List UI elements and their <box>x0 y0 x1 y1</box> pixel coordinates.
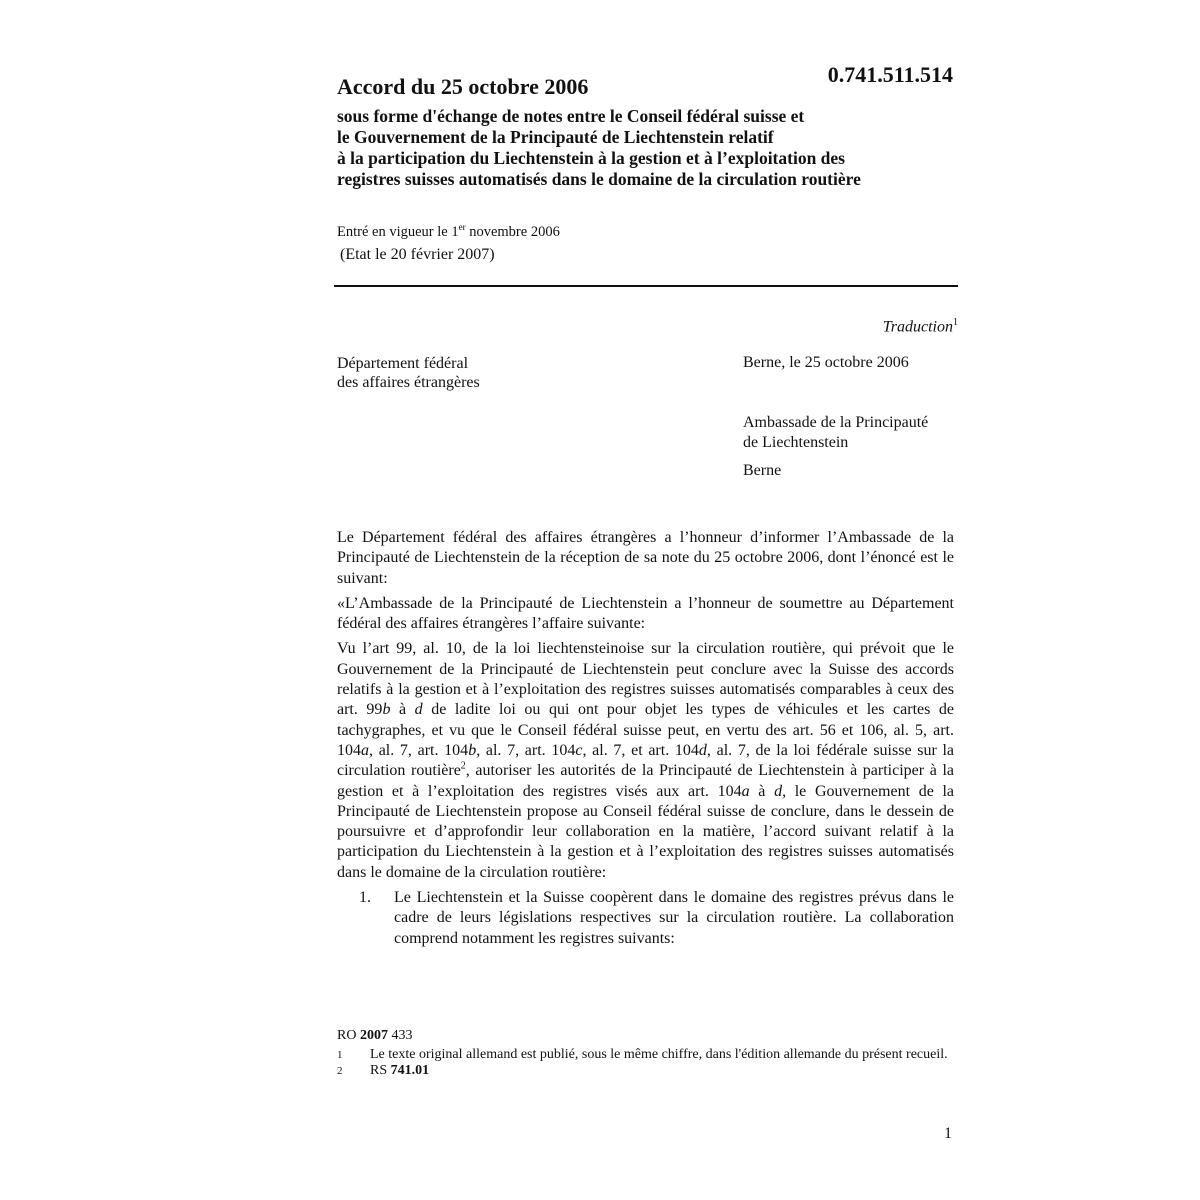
body-paragraph: Le Département fédéral des affaires étrangères a l’honneur d’informer l’Ambassade de la Principauté de Liechtenstein de la réception de sa note du 25 octobre 2006, dont l’énoncé est le suivant: <box>337 529 954 587</box>
footnote-text: Le texte original allemand est publié, sous le même chiffre, dans l'édition allemande du présent recueil. <box>370 1047 948 1062</box>
recipient-city: Berne <box>743 462 782 479</box>
entry-suffix: novembre 2006 <box>465 223 560 240</box>
text-run: à <box>390 701 415 719</box>
text-run: Vu l’art 99, al. 10, de la loi liechtensteinoise sur la circulation routière, qui prévoit que le Gouvernement de la Principauté de Liechtenstein peut conclure avec la Suisse des accords relatifs à la gestion et à l’exploitation des registres suisses automatisés comparables à ceux des art. 99 <box>337 640 954 719</box>
footnote-ref[interactable]: 1 <box>953 317 958 328</box>
italic-run: d <box>414 701 423 719</box>
text-run: , al. 7, art. 104 <box>369 741 469 759</box>
italic-run: b <box>382 701 391 719</box>
ro-page: 433 <box>387 1028 413 1043</box>
ro-year: 2007 <box>359 1028 388 1043</box>
footnote-mark: 1 <box>337 1049 343 1061</box>
sender-block <box>337 354 480 392</box>
italic-run: d <box>698 741 707 759</box>
traduction-label <box>883 317 958 336</box>
list-item <box>337 888 954 949</box>
text-run: , al. 7, art. 104 <box>476 741 576 759</box>
recipient-line: Ambassade de la Principauté <box>743 414 929 431</box>
body-paragraph <box>337 639 954 883</box>
entry-sup: er <box>458 222 466 232</box>
document-subtitle <box>337 106 977 190</box>
footnote <box>337 1047 954 1063</box>
italic-run: a <box>361 741 369 759</box>
italic-run: b <box>468 741 477 759</box>
subtitle-line: sous forme d'échange de notes entre le Conseil fédéral suisse et <box>337 106 805 126</box>
footnotes-block <box>337 1028 954 1079</box>
italic-run: d <box>774 782 783 800</box>
text-run: de ladite loi ou qui ont pour objet les types de véhicules et les cartes de tachygraphes, et vu que le Conseil fédéral suisse peut, en vertu des art. 56 et 106, al. 5, art. 104 <box>337 701 955 759</box>
sr-number: 0.741.511.514 <box>827 62 953 87</box>
entry-prefix: Entré en vigueur le 1 <box>337 223 459 240</box>
footnote-text <box>370 1063 954 1079</box>
italic-run: c <box>575 741 583 759</box>
letter-body <box>337 528 954 949</box>
text-run: , autoriser les autorités de la Principauté de Liechtenstein à participer à la gestion et à l’exploitation des registres visés aux art. 104 <box>337 762 954 800</box>
header-divider <box>334 285 958 287</box>
rs-number: 741.01 <box>390 1063 430 1078</box>
ro-prefix: RO <box>337 1028 360 1043</box>
text-run: , le Gouvernement de la Principauté de Liechtenstein propose au Conseil fédéral suisse de conclure, dans le dessein de poursuivre et d’approfondir leur collaboration en la matière, l’accord suivant relatif à la participation du Liechtenstein à la gestion et à l’exploitation des registres suisses automatisés dans le domaine de la circulation routière: <box>337 782 955 881</box>
footnote-mark: 2 <box>337 1065 343 1077</box>
rs-prefix: RS <box>370 1063 391 1078</box>
footnote <box>337 1063 954 1079</box>
recipient-line: de Liechtenstein <box>743 434 849 451</box>
body-paragraph: «L’Ambassade de la Principauté de Liechtenstein a l’honneur de soumettre au Département fédéral des affaires étrangères l’affaire suivante: <box>337 594 954 633</box>
entry-into-force <box>337 222 560 241</box>
ro-reference <box>337 1028 954 1044</box>
list-number: 1. <box>359 889 371 907</box>
text-run: , al. 7, de la loi fédérale suisse sur la circulation routière <box>337 741 955 780</box>
subtitle-line: registres suisses automatisés dans le domaine de la circulation routière <box>337 169 861 189</box>
subtitle-line: à la participation du Liechtenstein à la gestion et à l’exploitation des <box>337 148 845 168</box>
text-run: à <box>749 782 775 800</box>
italic-run: a <box>741 782 750 800</box>
footnote-ref[interactable]: 2 <box>460 760 466 772</box>
sender-line: Département fédéral <box>337 355 469 372</box>
page-number: 1 <box>944 1125 952 1142</box>
document-title: Accord du 25 octobre 2006 <box>337 74 589 99</box>
recipient-block <box>743 413 928 481</box>
sender-line: des affaires étrangères <box>337 374 480 391</box>
state-date: (Etat le 20 février 2007) <box>340 246 495 263</box>
list-text: Le Liechtenstein et la Suisse coopèrent dans le domaine des registres prévus dans le cadre de leurs législations respectives sur la circulation routière. La collaboration comprend notamment les registres suivants: <box>394 889 954 947</box>
place-date: Berne, le 25 octobre 2006 <box>743 354 909 371</box>
traduction-text: Traduction <box>882 318 953 336</box>
subtitle-line: le Gouvernement de la Principauté de Liechtenstein relatif <box>337 127 774 147</box>
text-run: , al. 7, et art. 104 <box>582 741 699 759</box>
